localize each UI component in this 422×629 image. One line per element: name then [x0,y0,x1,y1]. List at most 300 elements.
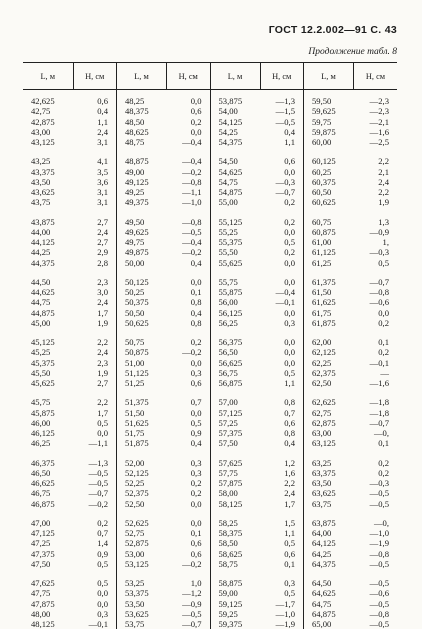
length-cell: 43,50 [31,176,51,187]
length-cell: 45,50 [31,367,51,378]
length-cell: 62,50 [312,378,332,388]
height-cell: —0,3 [369,478,389,488]
length-cell: 49,25 [125,187,145,197]
height-cell: 0,5 [73,418,117,428]
table-row [23,488,397,498]
length-cell: 59,875 [312,126,336,137]
length-cell: 48,25 [125,96,145,106]
height-cell: —0,2 [167,347,211,357]
length-cell: 58,00 [218,488,238,499]
column-header: H, см [260,63,304,90]
length-cell: 45,875 [31,407,55,418]
height-cell: —0,2 [167,247,211,257]
height-cell: 1,6 [260,468,304,478]
length-cell: 44,00 [31,226,51,237]
group-spacer [23,509,397,518]
height-cell: 0,0 [167,518,211,528]
height-cell: 2,7 [73,217,117,227]
height-cell: —1,0 [369,528,389,538]
table-row [23,458,397,468]
height-cell: 2,1 [378,166,389,177]
table-row [23,308,397,318]
column-header: H, см [73,63,117,90]
length-cell: 51,375 [125,397,149,408]
height-cell: —0,3 [369,247,389,258]
table-row [23,599,397,609]
height-cell: —1,5 [260,106,304,116]
height-cell: 3,0 [73,287,117,297]
length-cell: 53,25 [125,578,145,588]
length-cell: 43,00 [31,126,51,137]
height-cell: 1,7 [260,499,304,509]
length-cell: 50,50 [125,307,145,318]
height-cell: —0,7 [369,417,389,428]
height-cell: —0,5 [167,609,211,619]
length-cell: 45,625 [31,378,55,388]
height-cell: 0,8 [167,318,211,328]
length-cell: 54,375 [218,137,243,147]
length-cell: 61,625 [312,297,336,308]
height-cell: 4,1 [73,156,117,166]
length-cell: 44,25 [31,247,51,258]
length-cell: 46,75 [31,488,51,499]
height-cell: 0,4 [73,106,117,116]
height-cell: —0,5 [369,558,389,569]
height-cell: 2,2 [378,187,389,197]
length-cell: 57,875 [218,478,243,488]
length-cell: 54,00 [218,106,238,117]
length-cell: 64,25 [312,548,332,559]
height-cell: 2,2 [73,337,117,347]
height-cell: 0,0 [167,408,211,418]
height-cell: —0,5 [73,478,117,488]
height-cell: 1,2 [260,458,304,468]
height-cell: 0,3 [167,368,211,378]
height-cell: 0,5 [167,418,211,428]
length-cell: 60,375 [312,176,336,187]
height-cell: 0,2 [167,337,211,347]
height-cell: 3,1 [73,197,117,207]
height-cell: 1,9 [73,318,117,328]
length-cell: 56,875 [218,378,243,388]
length-cell: 47,875 [31,598,55,609]
length-cell: 48,625 [125,126,149,137]
group-spacer [23,388,397,397]
length-cell: 64,75 [312,598,332,609]
height-cell: 0,5 [378,257,389,268]
height-cell: —0, [373,428,389,438]
length-cell: 51,75 [125,428,145,438]
length-cell: 56,375 [218,337,243,347]
table-row [23,277,397,287]
height-cell: 0,5 [73,578,117,588]
height-cell: —1,2 [167,588,211,598]
table-row [23,549,397,559]
length-cell: 47,75 [31,588,51,599]
length-cell: 55,625 [218,257,243,268]
height-cell: 2,9 [73,247,117,257]
length-cell: 63,50 [312,478,332,488]
height-cell: 1,1 [73,117,117,127]
length-cell: 54,75 [218,176,238,187]
length-cell: 44,875 [31,307,55,318]
table-row [23,408,397,418]
height-cell: —0,4 [167,137,211,147]
height-cell: 0,0 [260,358,304,368]
height-cell: 3,6 [73,177,117,187]
height-cell: 2,2 [73,397,117,407]
height-cell: 0,0 [260,308,304,318]
length-cell: 62,375 [312,367,336,378]
length-cell: 54,50 [218,156,238,167]
length-cell: 50,00 [125,257,145,268]
length-cell: 45,75 [31,397,51,408]
length-cell: 43,125 [31,137,55,147]
height-cell: 1, [382,237,389,247]
length-cell: 60,125 [312,156,336,167]
height-cell: 0,3 [73,609,117,619]
height-cell: —0,1 [369,357,389,368]
height-cell: —0,7 [167,619,211,629]
length-cell: 61,00 [312,237,332,247]
length-cell: 49,875 [125,247,149,258]
height-cell: —0,5 [369,598,389,609]
table-row [23,619,397,629]
length-cell: 55,50 [218,247,238,258]
height-cell: 0,0 [260,277,304,287]
length-cell: 45,25 [31,347,51,358]
height-cell: 2,7 [73,378,117,388]
height-cell: —0,5 [369,498,389,509]
length-cell: 64,625 [312,588,336,599]
table-row [23,187,397,197]
length-cell: 60,25 [312,166,332,177]
height-cell: —0,5 [369,619,389,629]
height-cell: 0,3 [260,578,304,588]
column-header: H, см [167,63,211,90]
table-row [23,287,397,297]
height-cell: —0,8 [167,177,211,187]
height-cell: —0,5 [369,488,389,499]
table-row [23,428,397,438]
table-row [23,217,397,227]
height-cell: 0,5 [260,237,304,247]
height-cell: 0,6 [167,538,211,548]
table-row [23,297,397,307]
table-row [23,478,397,488]
length-cell: 56,125 [218,307,243,318]
height-cell: 0,4 [167,258,211,268]
height-cell: —1,6 [369,126,389,137]
length-cell: 52,125 [125,467,149,478]
length-cell: 53,875 [218,96,243,106]
height-cell: —1,1 [73,438,117,448]
height-cell: 2,4 [260,488,304,498]
table-row [23,318,397,328]
height-cell: —1,0 [260,609,304,619]
height-cell: 1,7 [73,408,117,418]
length-cell: 61,25 [312,257,332,268]
height-cell: —1,9 [369,538,389,549]
height-cell: 2,4 [73,127,117,137]
length-cell: 57,25 [218,417,238,428]
length-cell: 64,50 [312,578,332,588]
table-row [23,499,397,509]
length-cell: 63,75 [312,498,332,509]
height-cell: 2,3 [73,358,117,368]
height-cell: —0,5 [260,117,304,127]
group-spacer [23,328,397,337]
length-cell: 57,625 [218,457,243,468]
height-cell: 2,4 [73,297,117,307]
height-cell: 0,0 [260,227,304,237]
length-cell: 50,125 [125,276,149,287]
height-cell: 2,4 [73,227,117,237]
length-cell: 49,75 [125,237,145,247]
height-cell: 0,6 [260,156,304,166]
length-cell: 45,375 [31,357,55,368]
height-cell: —0,8 [369,608,389,619]
length-cell: 50,75 [125,337,145,347]
length-cell: 44,75 [31,297,51,308]
height-cell: 2,4 [378,176,389,187]
height-cell: 0,5 [260,588,304,598]
height-cell: 1,3 [378,216,389,227]
length-cell: 53,00 [125,548,145,559]
height-cell: —0,1 [260,297,304,307]
height-cell: —1,1 [167,187,211,197]
table-row [23,418,397,428]
height-cell: 0,8 [260,397,304,407]
height-cell: —0,5 [369,578,389,588]
table-row [23,588,397,598]
height-cell: —0,7 [73,488,117,498]
height-cell: —1,3 [73,458,117,468]
height-cell: 0,0 [73,599,117,609]
length-cell: 43,875 [31,216,55,227]
height-cell: 3,1 [73,137,117,147]
table-row [23,137,397,147]
length-cell: 45,125 [31,337,55,347]
height-cell: —0,2 [167,167,211,177]
table-header-row [23,63,397,90]
length-cell: 54,25 [218,126,238,137]
length-cell: 59,50 [312,96,332,106]
group-spacer [23,147,397,156]
length-cell: 44,375 [31,257,55,268]
length-cell: 57,375 [218,428,243,438]
length-cell: 62,25 [312,357,332,368]
length-cell: 56,50 [218,347,238,358]
length-cell: 42,875 [31,116,55,127]
length-cell: 61,50 [312,287,332,297]
height-cell: 0,2 [378,467,389,478]
length-cell: 58,625 [218,548,243,559]
length-cell: 42,625 [31,96,55,106]
height-cell: 0,0 [167,277,211,287]
height-cell: —2,3 [369,96,389,106]
table-row [23,227,397,237]
length-cell: 60,75 [312,216,332,227]
length-cell: 48,75 [125,137,145,147]
length-cell: 53,50 [125,598,145,609]
length-cell: 51,25 [125,378,145,388]
length-cell: 57,50 [218,438,238,449]
length-cell: 58,875 [218,578,243,588]
length-cell: 55,375 [218,237,243,247]
length-cell: 44,50 [31,276,51,287]
length-cell: 53,625 [125,608,149,619]
length-cell: 62,125 [312,347,336,358]
height-cell: 0,1 [167,528,211,538]
height-cell: 0,6 [73,90,117,107]
table-row [23,106,397,116]
height-cell: 0,0 [260,337,304,347]
height-cell: 0,0 [167,127,211,137]
length-cell: 47,375 [31,548,55,559]
length-cell: 47,125 [31,528,55,538]
length-cell: 59,125 [218,598,243,609]
table-row [23,167,397,177]
length-cell: 46,00 [31,417,51,428]
length-cell: 58,50 [218,538,238,549]
height-cell: —0,4 [260,287,304,297]
height-cell: 0,2 [378,457,389,468]
length-cell: 55,125 [218,216,243,227]
length-cell: 48,00 [31,608,51,619]
height-cell: 0,7 [260,408,304,418]
table-row [23,237,397,247]
length-cell: 47,625 [31,578,55,588]
height-cell: —1,6 [369,378,389,388]
height-cell: 2,7 [73,237,117,247]
length-cell: 54,625 [218,166,243,177]
length-cell: 52,875 [125,538,149,549]
height-cell: 0,0 [167,499,211,509]
page-header: ГОСТ 12.2.002—91 С. 43 [268,24,397,36]
height-cell: —1,8 [369,407,389,418]
length-cell: 46,125 [31,428,55,438]
height-cell: 0,8 [167,297,211,307]
height-cell: 0,2 [260,247,304,257]
group-spacer [23,268,397,277]
height-cell: 0,4 [167,438,211,448]
table-row [23,127,397,137]
column-header: L, м [23,63,73,90]
table-row [23,337,397,347]
height-cell: 0,2 [378,317,389,328]
length-cell: 43,625 [31,187,55,197]
height-cell: —0,8 [369,548,389,559]
height-cell: 0,3 [167,468,211,478]
height-cell: 0,5 [260,538,304,548]
length-cell: 54,875 [218,187,243,197]
table-row [23,258,397,268]
height-cell: —0,8 [167,217,211,227]
table-row [23,347,397,357]
length-cell: 52,50 [125,498,145,509]
length-cell: 51,50 [125,407,145,418]
length-cell: 59,75 [312,116,332,127]
table-row [23,90,397,107]
height-cell: —1,8 [369,397,389,408]
table-row [23,528,397,538]
length-cell: 52,625 [125,517,149,528]
height-cell: —0,2 [167,559,211,569]
height-cell: 0,2 [167,117,211,127]
length-cell: 51,875 [125,438,149,449]
height-cell: 0,9 [167,428,211,438]
length-cell: 59,25 [218,608,238,619]
length-cell: 59,00 [218,588,238,599]
height-cell: 0,0 [73,428,117,438]
height-cell: 0,9 [73,549,117,559]
height-cell: —0,7 [260,187,304,197]
height-cell: 0,0 [167,90,211,107]
length-cell: 49,00 [125,166,145,177]
height-cell: 0,5 [73,559,117,569]
height-cell: —0,1 [73,619,117,629]
table-row [23,578,397,588]
table-row [23,538,397,548]
length-cell: 61,75 [312,307,332,318]
height-cell: 0,7 [167,397,211,407]
length-cell: 50,875 [125,347,149,358]
height-cell: 0,6 [167,378,211,388]
table-row [23,378,397,388]
height-cell: 0,2 [167,478,211,488]
length-cell: 52,75 [125,528,145,538]
height-cell: —0,8 [369,287,389,297]
length-cell: 62,875 [312,417,336,428]
length-cell: 51,625 [125,417,149,428]
height-cell: —1,7 [260,599,304,609]
length-cell: 48,125 [31,619,55,629]
height-cell: 0,5 [260,368,304,378]
height-cell: —0,7 [369,276,389,287]
length-cell: 56,25 [218,317,238,328]
height-cell: —0,9 [369,226,389,237]
length-cell: 52,25 [125,478,145,488]
length-cell: 63,00 [312,428,332,438]
height-cell: —0,6 [369,297,389,308]
height-cell: 0,1 [378,337,389,347]
length-cell: 51,00 [125,357,145,368]
length-cell: 47,25 [31,538,51,549]
length-cell: 61,375 [312,276,336,287]
length-cell: 61,125 [312,247,336,258]
length-cell: 57,125 [218,407,243,418]
height-cell: 0,2 [73,518,117,528]
height-cell: 1,7 [73,308,117,318]
length-cell: 63,375 [312,467,336,478]
height-cell: —2,3 [369,106,389,117]
height-cell: —0, [373,517,389,528]
height-cell: 1,1 [260,137,304,147]
length-cell: 60,50 [312,187,332,197]
length-cell: 52,00 [125,457,145,468]
length-cell: 62,00 [312,337,332,347]
height-cell: 0,0 [167,358,211,368]
length-cell: 59,625 [312,106,336,117]
length-cell: 46,625 [31,478,55,488]
length-cell: 64,00 [312,528,332,538]
column-header: L, м [304,63,354,90]
table-row [23,358,397,368]
length-cell: 64,375 [312,558,336,569]
height-cell: 0,8 [260,428,304,438]
length-cell: 60,875 [312,226,336,237]
